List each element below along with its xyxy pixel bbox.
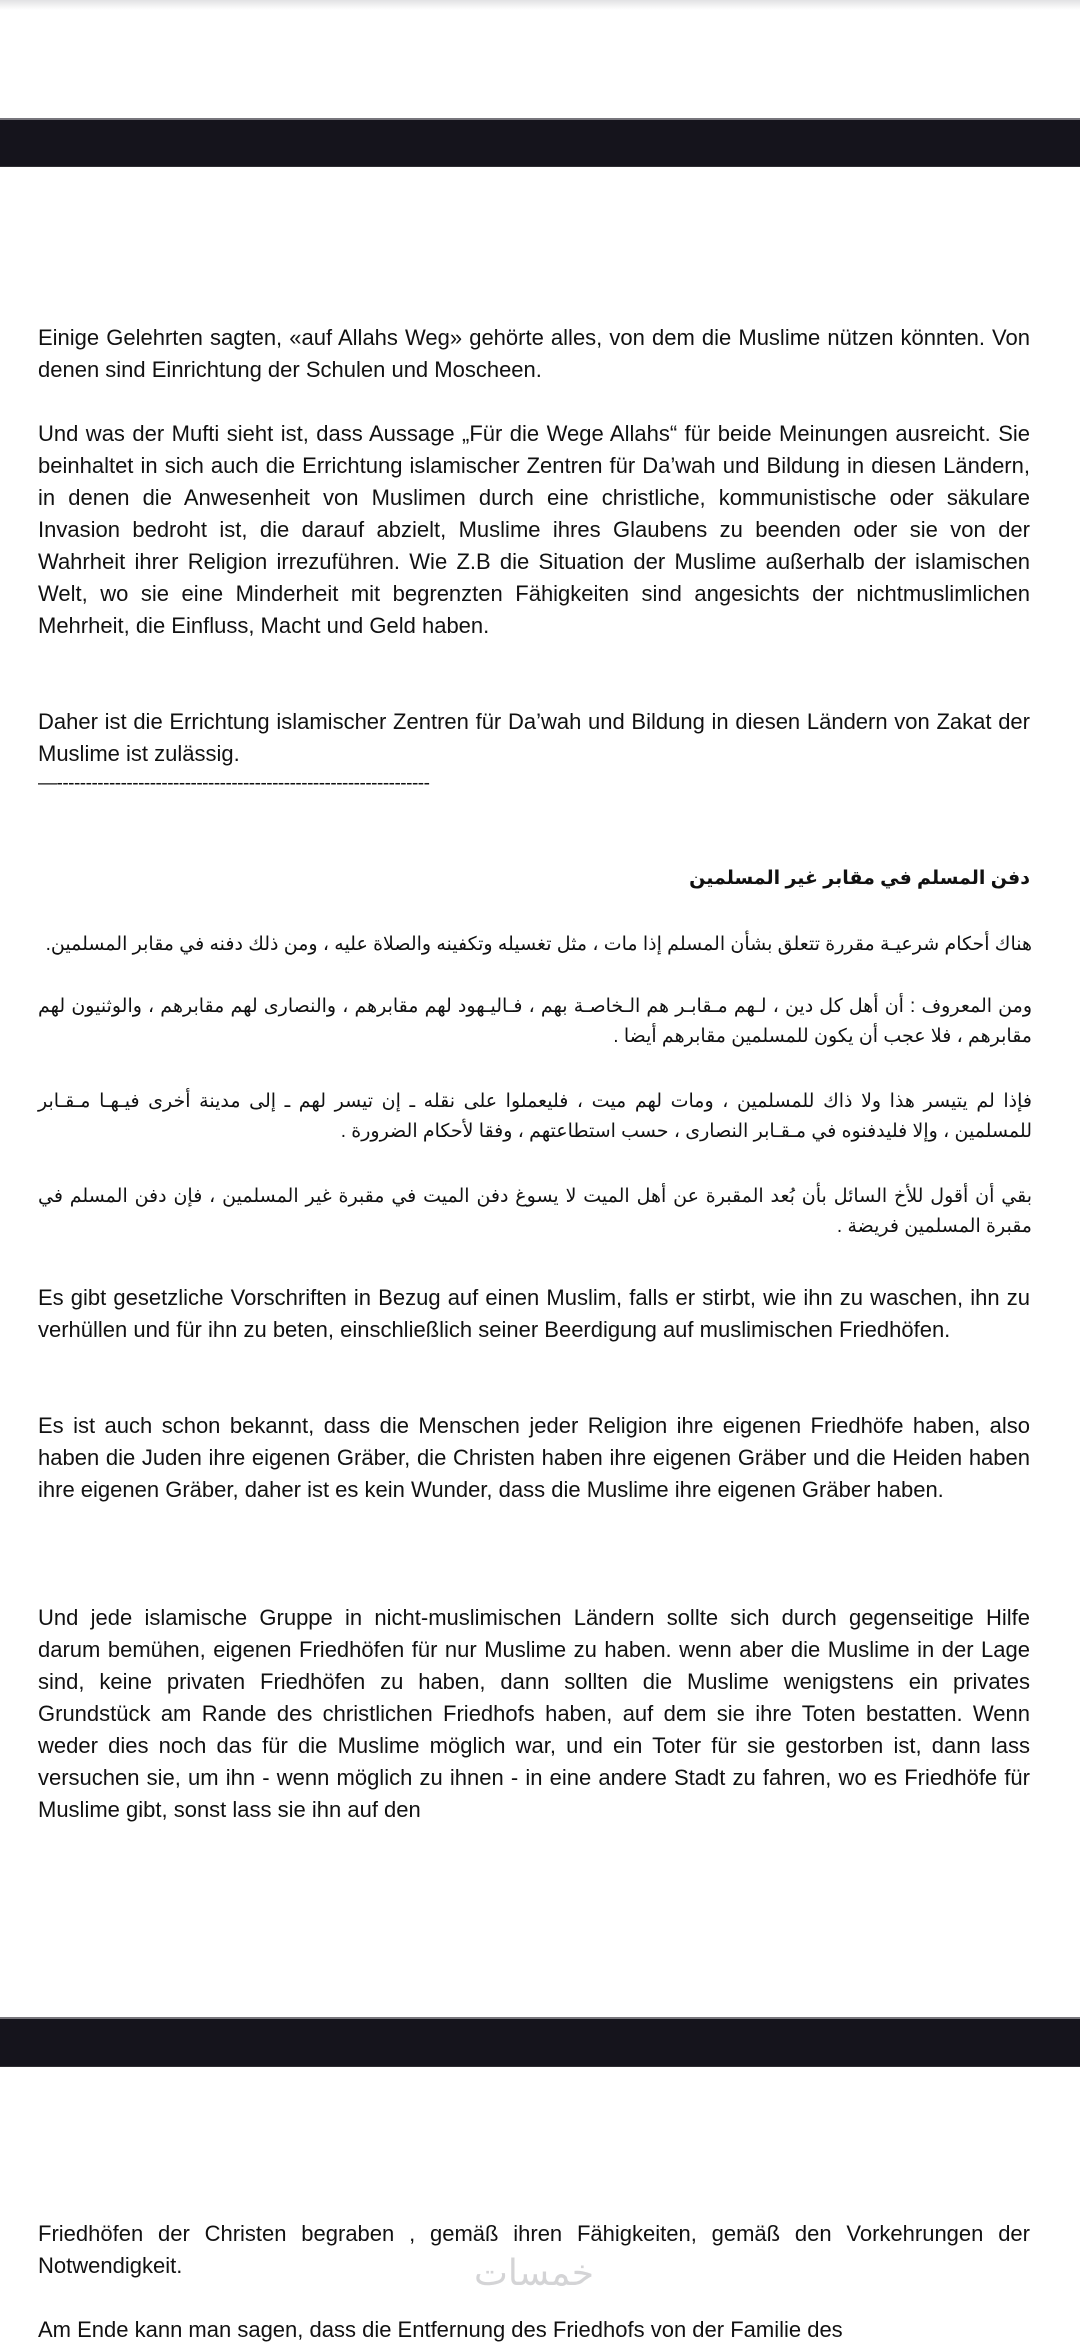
paragraph-5: Es ist auch schon bekannt, dass die Menschen jeder Religion ihre eigenen Friedhöfe haben, also haben die Juden ihre eigenen Gräber, die Christen haben ihre eigenen Gräber und die Heiden haben ihre eigenen Gräber, daher ist es kein Wunder, dass die Muslime ihre eigenen Gräber haben. bbox=[38, 1413, 1030, 1502]
watermark-logo: خمسات bbox=[474, 2253, 595, 2294]
paragraph-7: Friedhöfen der Christen begraben , gemäß ihren Fähigkeiten, gemäß den Vorkehrungen der Notwendigkeit. bbox=[38, 2221, 1030, 2278]
paragraph-2: Und was der Mufti sieht ist, dass Aussage „Für die Wege Allahs“ für beide Meinungen ausreicht. Sie beinhaltet in sich auch die Errichtung islamischer Zentren für Da’wah und Bildung in diesen Ländern, in denen die Anwesenheit von Muslimen durch eine christliche, kommunistische oder säkulare Invasion bedroht ist, die darauf abzielt, Muslime ihres Glaubens zu beenden oder sie von der Wahrheit ihrer Religion irrezuführen. Wie Z.B die Situation der Muslime außerhalb der islamischen Welt, wo sie eine Minderheit mit begrenzten Fähigkeiten sind angesichts der nichtmuslimlichen Mehrheit, die Einfluss, Macht und Geld haben. bbox=[38, 421, 1030, 638]
arabic-section-title: دفن المسلم في مقابر غير المسلمين bbox=[689, 868, 1030, 889]
paragraph-6: Und jede islamische Gruppe in nicht-muslimischen Ländern sollte sich durch gegenseitige Hilfe darum bemühen, eigenen Friedhöfen für nur Muslime zu haben. wenn aber die Muslime in der Lage sind, keine privaten Friedhöfen zu haben, dann sollten die Muslime wenigstens ein privates Grundstück am Rande des christlichen Friedhofs haben, auf dem sie ihre Toten bestatten. Wenn weder dies noch das für die Muslime möglich war, und ein Toter für sie gestorben ist, dann lass versuchen sie, um ihn - wenn möglich zu ihnen - in eine andere Stadt zu fahren, wo es Friedhöfe für Muslime gibt, sonst lass sie ihn auf den bbox=[38, 1605, 1030, 1822]
arabic-paragraph-4: بقي أن أقول للأخ السائل بأن بُعد المقبرة عن أهل الميت لا يسوغ دفن الميت في مقبرة غير المسلمين ، فإن دفن المسلم في مقبرة المسلمين فريضة . bbox=[38, 1186, 1032, 1237]
dashed-divider: —---------------------------------------------------------------- bbox=[38, 773, 430, 794]
paragraph-8: Am Ende kann man sagen, dass die Entfernung des Friedhofs von der Familie des bbox=[38, 2317, 843, 2342]
arabic-paragraph-1: هناك أحكام شرعيـة مقررة تتعلق بشأن المسلم إذا مات ، مثل تغسيله وتكفينه والصلاة عليه ، ومن ذلك دفنه في مقابر المسلمين. bbox=[45, 934, 1032, 955]
paragraph-3: Daher ist die Errichtung islamischer Zentren für Da’wah und Bildung in diesen Ländern von Zakat der Muslime ist zulässig. bbox=[38, 709, 1030, 766]
arabic-paragraph-3: فإذا لم يتيسر هذا ولا ذاك للمسلمين ، ومات لهم ميت ، فليعملوا على نقله ـ إن تيسر لهم ـ إلى مدينة أخرى فيـهـا مـقـابر للمسلمين ، وإلا فليدفنوه في مـقـابر النصارى ، حسب استطاعتهم ، وفقا لأحكام الضرورة . bbox=[38, 1091, 1032, 1142]
page-break-bar bbox=[0, 2017, 1080, 2067]
top-edge-shadow bbox=[0, 0, 1080, 10]
page-break-bar bbox=[0, 118, 1080, 167]
paragraph-4: Es gibt gesetzliche Vorschriften in Bezug auf einen Muslim, falls er stirbt, wie ihn zu waschen, ihn zu verhüllen und für ihn zu beten, einschließlich seiner Beerdigung auf muslimischen Friedhöfen. bbox=[38, 1285, 1030, 1342]
arabic-paragraph-2: ومن المعروف : أن أهل كل دين ، لـهم مـقابـر هم الـخاصـة بهم ، فـاليـهود لهم مقابرهم ، والنصارى لهم مقابرهم ، والوثنيون لهم مقابرهم ، فلا عجب أن يكون للمسلمين مقابرهم أيضا . bbox=[38, 996, 1032, 1047]
paragraph-1: Einige Gelehrten sagten, «auf Allahs Weg» gehörte alles, von dem die Muslime nützen könnten. Von denen sind Einrichtung der Schulen und Moscheen. bbox=[38, 325, 1030, 382]
